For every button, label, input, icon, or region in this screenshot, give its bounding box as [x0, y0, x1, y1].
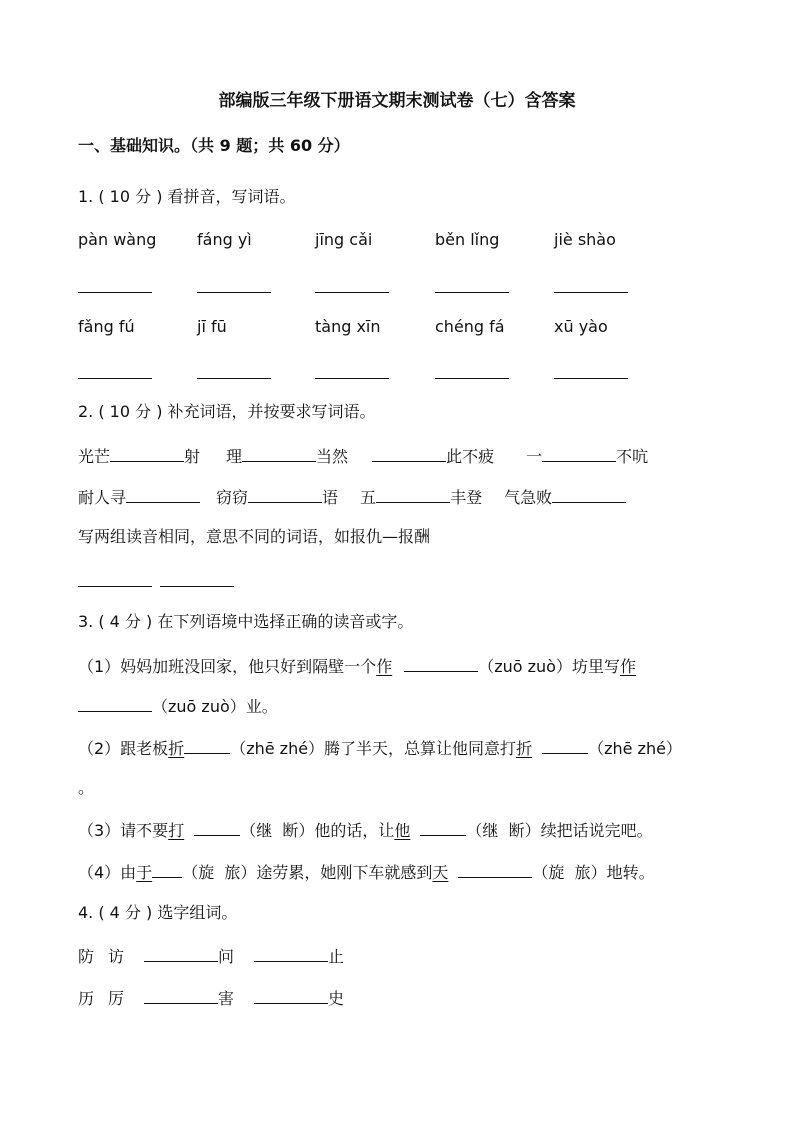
pinyin: fǎng fú: [78, 317, 135, 336]
sentence-text: （4）由: [78, 863, 137, 882]
q4-row-1: [78, 945, 344, 967]
idiom-text: 窃窃: [216, 488, 249, 507]
sentence-text: （zhē zhé）腾了半天，总算让他同意打: [230, 739, 517, 758]
answer-blank[interactable]: [554, 276, 628, 293]
q3-sentence-2: [78, 737, 682, 759]
char-option: 防: [78, 947, 95, 966]
idiom-text: 语: [322, 488, 339, 507]
idiom-text: 光芒: [78, 447, 111, 466]
answer-blank[interactable]: [420, 819, 466, 836]
pinyin: tàng xīn: [315, 317, 381, 336]
answer-blank[interactable]: [160, 570, 234, 587]
sentence-text: （旋 旅）地转。: [532, 863, 655, 882]
word-part: 害: [218, 989, 235, 1008]
idiom-text: 耐人寻: [78, 488, 127, 507]
q4-header: 4. ( 4 分 ) 选字组词。: [78, 903, 238, 922]
idiom-text: 理: [226, 447, 243, 466]
underlined-char: 折: [516, 739, 533, 758]
sentence-text: （zhē zhé）: [588, 739, 682, 758]
underlined-char: 他: [394, 821, 411, 840]
idiom-text: 五: [360, 488, 377, 507]
answer-blank[interactable]: [554, 362, 628, 379]
pinyin: jiè shào: [554, 230, 616, 249]
answer-blank[interactable]: [254, 945, 328, 962]
sentence-text: （继 断）续把话说完吧。: [466, 821, 653, 840]
idiom-text: 不吭: [616, 447, 649, 466]
underlined-char: 作: [376, 657, 393, 676]
answer-blank[interactable]: [404, 655, 478, 672]
q2-instruction: 写两组读音相同，意思不同的词语，如报仇—报酬: [78, 527, 431, 546]
answer-blank[interactable]: [78, 570, 152, 587]
q3-sentence-3: [78, 819, 653, 841]
idiom-text: 丰登: [450, 488, 483, 507]
underlined-char: 折: [168, 739, 185, 758]
answer-blank[interactable]: [126, 486, 200, 503]
idiom-text: 此不疲: [446, 447, 495, 466]
answer-blank[interactable]: [144, 987, 218, 1004]
idiom-text: 射: [184, 447, 201, 466]
pinyin: pàn wàng: [78, 230, 157, 249]
underlined-char: 于: [136, 863, 153, 882]
word-part: 史: [328, 989, 345, 1008]
answer-blank[interactable]: [144, 945, 218, 962]
word-part: 止: [328, 947, 345, 966]
idiom-text: 气急败: [504, 488, 553, 507]
q3-sentence-1b: [78, 695, 278, 717]
q1-header: 1. ( 10 分 ) 看拼音，写词语。: [78, 187, 296, 206]
answer-blank[interactable]: [197, 276, 271, 293]
pinyin: chéng fá: [435, 317, 505, 336]
q2-idiom-line-2: [78, 486, 626, 508]
pinyin: jīng cǎi: [315, 230, 373, 249]
q2-idiom-line-1: [78, 445, 648, 467]
sentence-text: （旋 旅）途劳累，她刚下车就感到: [182, 863, 433, 882]
answer-blank[interactable]: [197, 362, 271, 379]
answer-blank[interactable]: [78, 276, 152, 293]
q4-row-2: [78, 987, 344, 1009]
char-option: 历: [78, 989, 95, 1008]
answer-blank[interactable]: [458, 861, 532, 878]
q2-header: 2. ( 10 分 ) 补充词语，并按要求写词语。: [78, 402, 376, 421]
q3-header: 3. ( 4 分 ) 在下列语境中选择正确的读音或字。: [78, 612, 414, 631]
answer-blank[interactable]: [435, 362, 509, 379]
pinyin: jī fū: [197, 317, 227, 336]
q3-sentence-4: [78, 861, 655, 883]
q2-answer-line: [78, 570, 234, 592]
q3-sentence-1a: [78, 655, 636, 677]
word-part: 问: [218, 947, 235, 966]
q3-sentence-2-end: 。: [78, 778, 95, 797]
underlined-char: 天: [432, 863, 449, 882]
answer-blank[interactable]: [315, 276, 389, 293]
char-option: 厉: [108, 989, 125, 1008]
sentence-text: （3）请不要: [78, 821, 169, 840]
answer-blank[interactable]: [552, 486, 626, 503]
answer-blank[interactable]: [110, 445, 184, 462]
sentence-text: （zuō zuò）业。: [152, 697, 278, 716]
answer-blank[interactable]: [152, 861, 182, 878]
answer-blank[interactable]: [78, 362, 152, 379]
answer-blank[interactable]: [248, 486, 322, 503]
sentence-text: （2）跟老板: [78, 739, 169, 758]
answer-blank[interactable]: [372, 445, 446, 462]
answer-blank[interactable]: [435, 276, 509, 293]
pinyin: xū yào: [554, 317, 608, 336]
char-option: 访: [108, 947, 125, 966]
underlined-char: 作: [619, 657, 636, 676]
answer-blank[interactable]: [194, 819, 240, 836]
answer-blank[interactable]: [542, 445, 616, 462]
idiom-text: 一: [526, 447, 543, 466]
answer-blank[interactable]: [315, 362, 389, 379]
answer-blank[interactable]: [542, 737, 588, 754]
idiom-text: 当然: [316, 447, 349, 466]
underlined-char: 打: [168, 821, 185, 840]
answer-blank[interactable]: [184, 737, 230, 754]
answer-blank[interactable]: [78, 695, 152, 712]
sentence-text: （继 断）他的话，让: [240, 821, 395, 840]
sentence-text: （1）妈妈加班没回家，他只好到隔壁一个: [78, 657, 377, 676]
pinyin: běn lǐng: [435, 230, 500, 249]
answer-blank[interactable]: [254, 987, 328, 1004]
section-heading: 一、基础知识。（共 9 题；共 60 分）: [78, 136, 350, 155]
answer-blank[interactable]: [242, 445, 316, 462]
page-title: 部编版三年级下册语文期末测试卷（七）含答案: [218, 91, 576, 111]
sentence-text: （zuō zuò）坊里写: [478, 657, 620, 676]
pinyin: fáng yì: [197, 230, 252, 249]
answer-blank[interactable]: [376, 486, 450, 503]
